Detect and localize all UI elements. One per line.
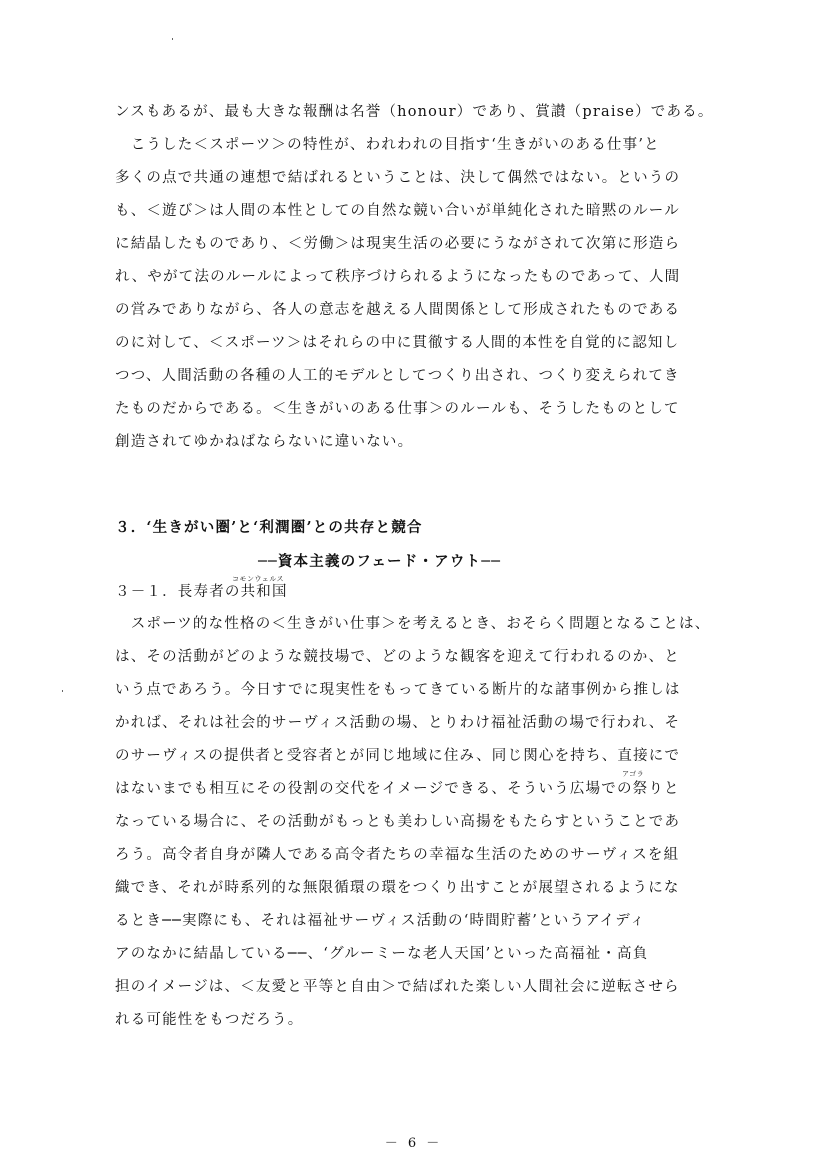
scan-speck [62,690,63,692]
agora-ruby: アゴラ [622,770,645,778]
subsection-ruby: コモンウェルス [232,575,285,583]
paragraph2-line: アのなかに結晶している──、‘グルーミーな老人天国’といった高福祉・高負 [115,946,649,962]
paragraph2-line: るとき──実際にも、それは福祉サーヴィス活動の‘時間貯蓄’というアイディ [115,913,646,929]
paragraph1-line: も、＜遊び＞は人間の本性としての自然な競い合いが単純化された暗黙のルール [115,203,680,219]
paragraph2-line: 担のイメージは、＜友愛と平等と自由＞で結ばれた楽しい人間社会に逆転させら [115,979,680,995]
paragraph1-line: に結晶したものであり、＜労働＞は現実生活の必要にうながされて次第に形造ら [115,236,681,252]
paragraph1-line: こうした＜スポーツ＞の特性が、われわれの目指す‘生きがいのある仕事’と [115,137,660,153]
paragraph2-line: 織でき、それが時系列的な無限循環の環をつくり出すことが展望されるようにな [115,880,680,896]
section-heading: ３．‘生きがい圏’と‘利潤圏’との共存と競合 [115,519,423,536]
section-subheading: ──資本主義のフェード・アウト── [258,553,502,570]
paragraph1-line: の営みでありながら、各人の意志を越える人間関係として形成されたものである [115,302,681,318]
paragraph1-line: つつ、人間活動の各種の人工的モデルとしてつくり出され、つくり変えられてき [115,368,680,384]
page-number: － 6 － [384,1136,443,1151]
paragraph1-line: ンスもあるが、最も大きな報酬は名誉（honour）であり、賞讃（praise）である。 [115,104,714,120]
paragraph1-line: 多くの点で共通の連想で結ばれるということは、決して偶然ではない。というの [115,170,681,186]
paragraph1-line: たものだからである。＜生きがいのある仕事＞のルールも、そうしたものとして [115,401,680,417]
paragraph2-line: はないまでも相互にその役割の交代をイメージできる、そういう広場での祭りと [115,781,680,797]
paragraph2-line: なっている場合に、その活動がもっとも美わしい高揚をもたらすということであ [115,814,681,830]
paragraph2-line: のサーヴィスの提供者と受容者とが同じ地域に住み、同じ関心を持ち、直接にで [115,748,681,764]
paragraph2-line: は、その活動がどのような競技場で、どのような観客を迎えて行われるのか、と [115,649,680,665]
paragraph1-line: 創造されてゆかねばならないに違いない。 [115,434,414,450]
paragraph1-line: れ、やがて法のルールによって秩序づけられるようになったものであって、人間 [115,269,681,285]
paragraph2-line: ろう。高令者自身が隣人である高令者たちの幸福な生活のためのサーヴィスを組 [115,847,680,863]
paragraph2-line: いう点であろう。今日すでに現実性をもってきている断片的な諸事例から推しは [115,682,681,698]
paragraph1-line: のに対して、＜スポーツ＞はそれらの中に貫徹する人間的本性を自覚的に認知し [115,335,680,351]
paragraph2-line: れる可能性をもつだろう。 [115,1012,304,1028]
scan-speck [172,38,173,40]
subsection-title: ３－１．長寿者の共和国 [115,584,288,600]
paragraph2-line: スポーツ的な性格の＜生きがい仕事＞を考えるとき、おそらく問題となることは、 [115,616,711,632]
paragraph2-line: かれば、それは社会的サーヴィス活動の場、とりわけ福祉活動の場で行われ、そ [115,715,681,731]
